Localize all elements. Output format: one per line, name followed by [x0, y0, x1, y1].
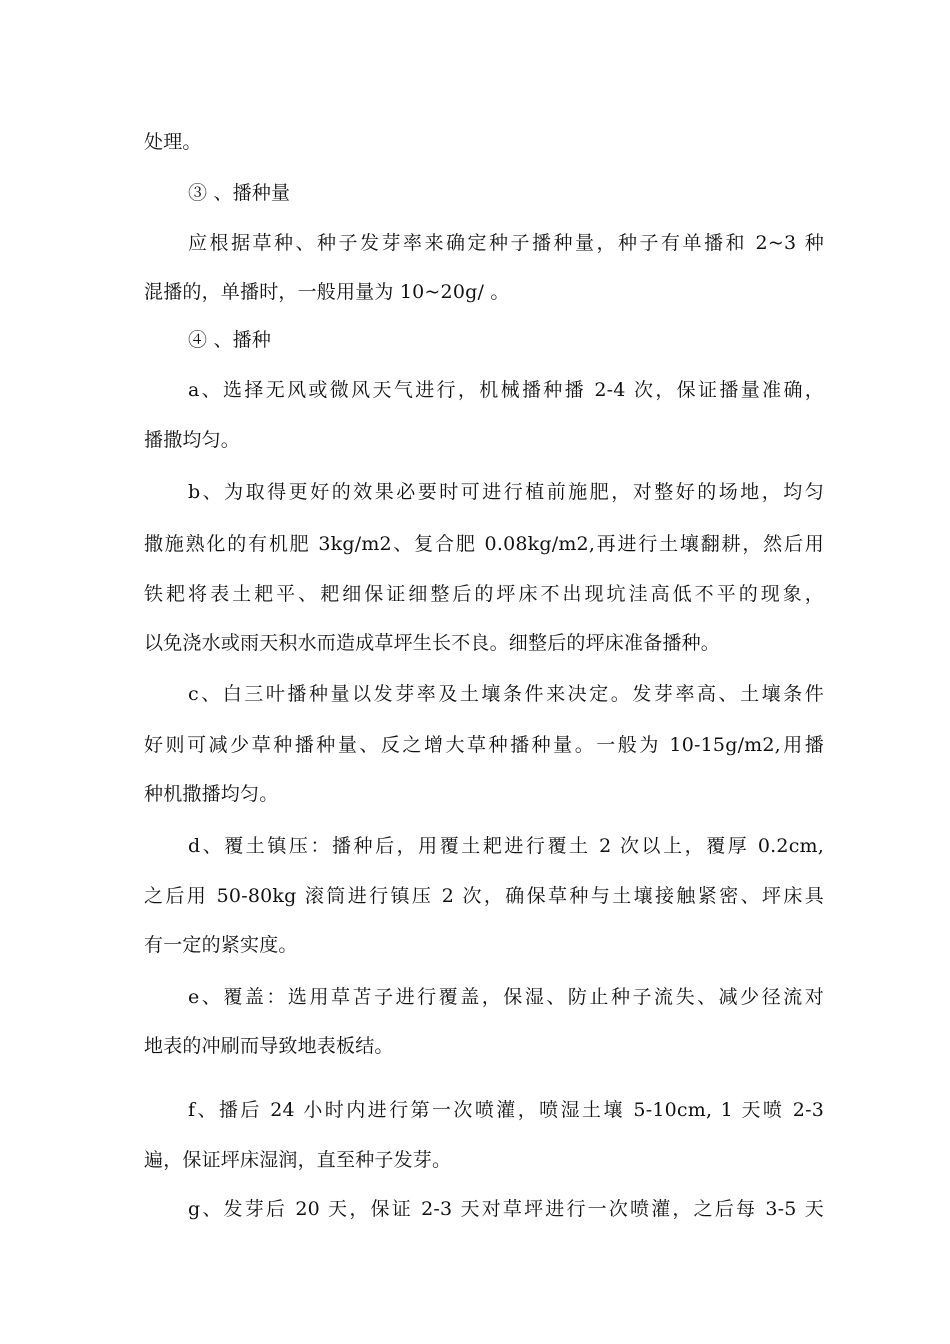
text-line: 混播的，单播时，一般用量为 10~20g/ 。	[144, 281, 510, 303]
text-line: 处理。	[144, 131, 202, 153]
text-line: b、为取得更好的效果必要时可进行植前施肥，对整好的场地，均匀	[188, 481, 824, 503]
text-line: 之后用 50-80kg 滚筒进行镇压 2 次，确保草种与土壤接触紧密、坪床具	[144, 885, 824, 907]
text-line: e、覆盖：选用草苫子进行覆盖，保湿、防止种子流失、减少径流对	[188, 986, 824, 1008]
text-line: 以免浇水或雨天积水而造成草坪生长不良。细整后的坪床准备播种。	[144, 632, 721, 654]
text-line: c、白三叶播种量以发芽率及土壤条件来决定。发芽率高、土壤条件	[188, 683, 824, 705]
section-heading-seeding-rate: ③ 、播种量	[188, 182, 291, 204]
text-line: 遍，保证坪床湿润，直至种子发芽。	[144, 1149, 452, 1171]
text-line: 播撒均匀。	[144, 429, 241, 451]
text-line: 应根据草种、种子发芽率来确定种子播种量，种子有单播和 2~3 种	[188, 232, 824, 254]
text-line: 有一定的紧实度。	[144, 934, 298, 956]
text-line: g、发芽后 20 天，保证 2-3 天对草坪进行一次喷灌，之后每 3-5 天	[188, 1198, 824, 1220]
text-line: a、选择无风或微风天气进行，机械播种播 2-4 次，保证播量准确，	[188, 379, 824, 401]
section-heading-seeding: ④ 、播种	[188, 329, 272, 351]
text-line: 好则可减少草种播种量、反之增大草种播种量。一般为 10-15g/m2,用播	[144, 734, 824, 756]
text-line: 种机撒播均匀。	[144, 783, 279, 805]
text-line: 铁耙将表土耙平、耙细保证细整后的坪床不出现坑洼高低不平的现象，	[144, 583, 824, 605]
text-line: f、播后 24 小时内进行第一次喷灌，喷湿土壤 5-10cm, 1 天喷 2-3	[188, 1099, 824, 1121]
text-line: 地表的冲刷而导致地表板结。	[144, 1035, 394, 1057]
text-line: d、覆土镇压：播种后，用覆土耙进行覆土 2 次以上，覆厚 0.2cm,	[188, 835, 824, 857]
text-line: 撒施熟化的有机肥 3kg/m2、复合肥 0.08kg/m2,再进行土壤翻耕，然后用	[144, 533, 824, 555]
